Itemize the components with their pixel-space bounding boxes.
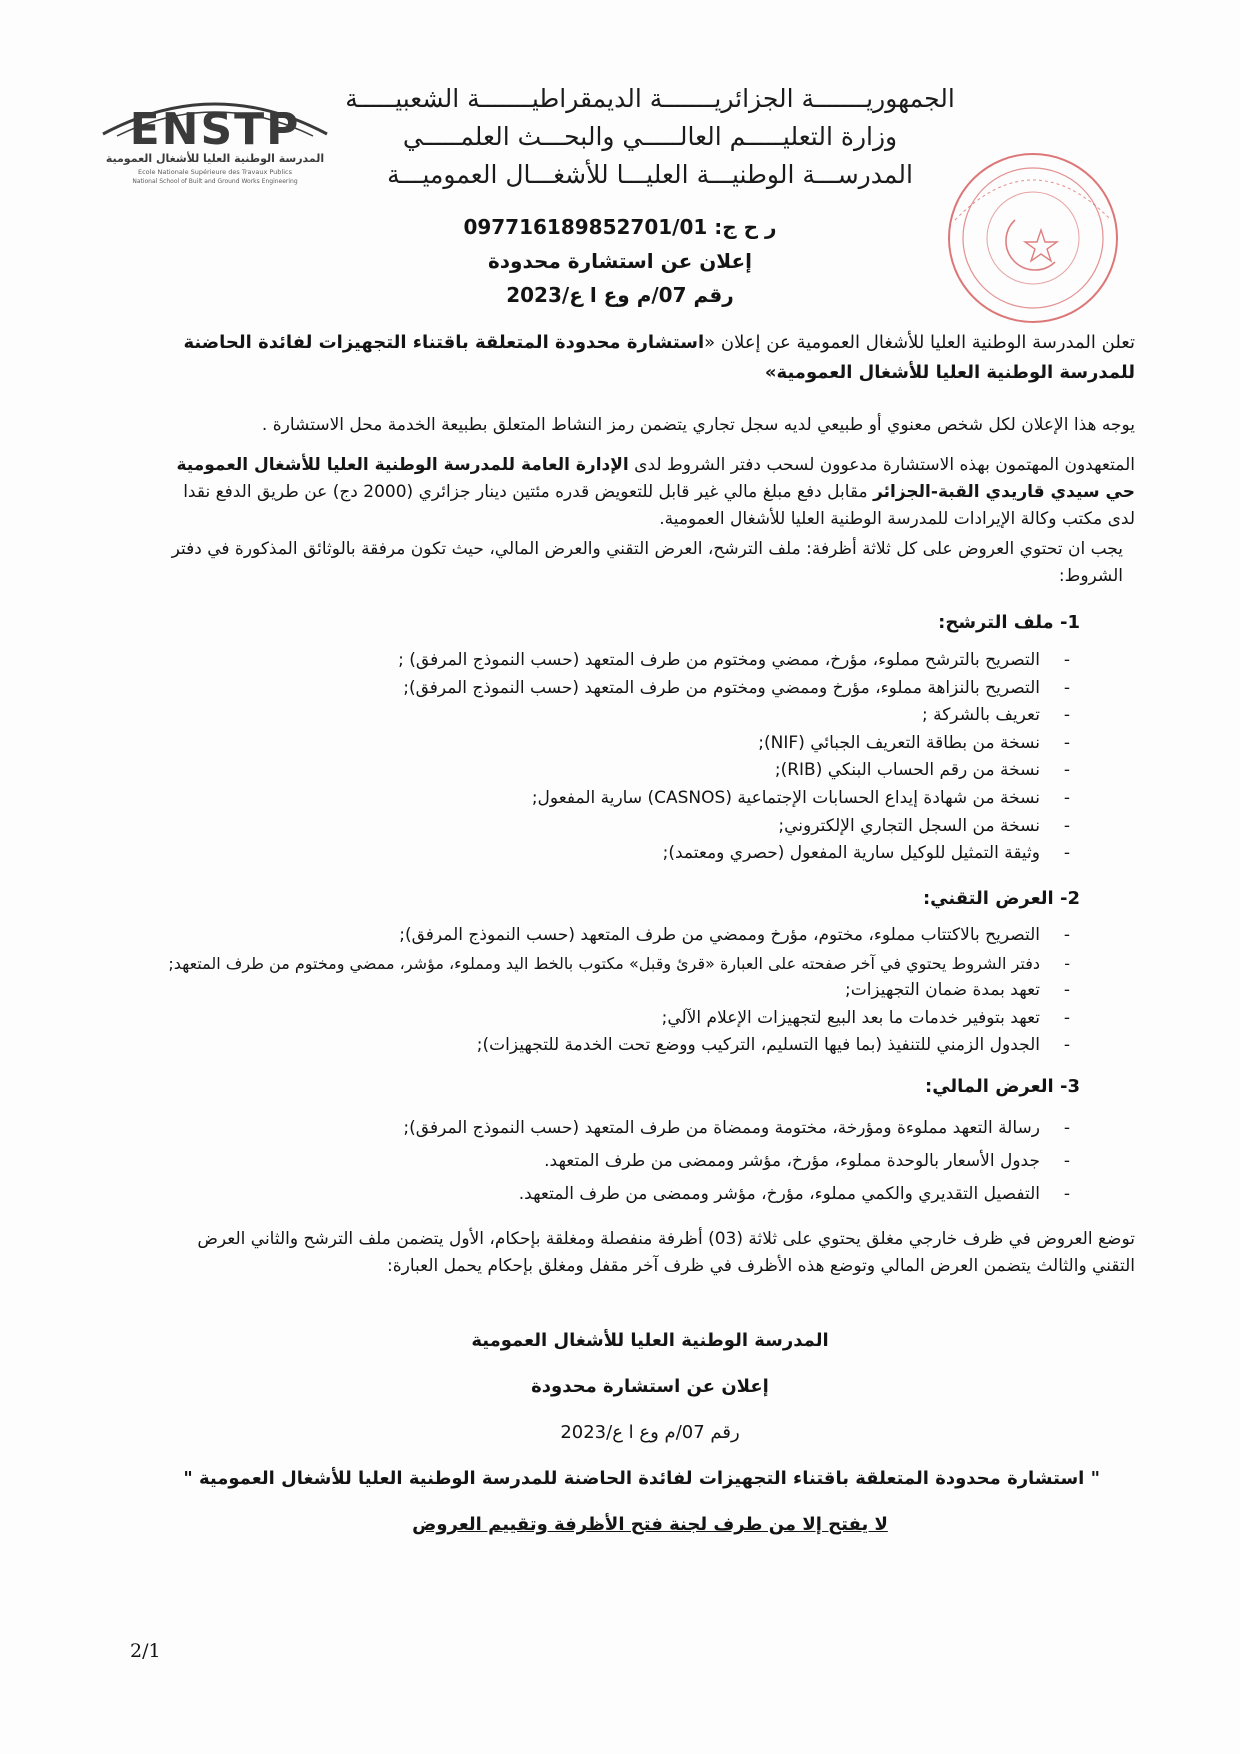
section-1-number: 1-: [1059, 612, 1080, 633]
withdraw-location: الإدارة العامة للمدرسة الوطنية العليا للأشغال العمومية حي سيدي قاريدي القبة-الجزائر: [176, 455, 1135, 502]
intro-paragraph: [165, 328, 1135, 388]
list-item: - التصريح بالترشح مملوء، مؤرخ، ممضي ومختوم من طرف المتعهد (حسب النموذج المرفق) ;: [70, 647, 1070, 675]
section-2-label: العرض التقني:: [922, 888, 1054, 909]
list-item: - نسخة من بطاقة التعريف الجبائي (NIF);: [70, 730, 1070, 758]
logo-acronym: ENSTP: [129, 104, 301, 155]
logo-french-name: Ecole Nationale Supérieure des Travaux Publics: [138, 168, 292, 176]
closing-paragraph: توضع العروض في ظرف خارجي مغلق يحتوي على ثلاثة (03) أظرفة منفصلة ومغلقة بإحكام، الأول يتضمن ملف الترشح والثاني العرض التقني والثالث يتضمن العرض المالي وتوضع هذه الأظرف في ظرف آخر مقفل ومغلق بإحكام يحمل العبارة:: [197, 1229, 1135, 1276]
envelope-subject: " استشارة محدودة المتعلقة باقتناء التجهيزات لفائدة الحاضنة للمدرسة الوطنية العليا للأشغال العمومية ": [183, 1468, 1100, 1489]
envelope-warning: لا يفتح إلا من طرف لجنة فتح الأظرفة وتقييم العروض: [412, 1514, 888, 1535]
nif-number: ر ح ج: 097716189852701/01: [463, 215, 777, 239]
list-item: - دفتر الشروط يحتوي في آخر صفحته على العبارة «قرئ وقبل» مكتوب بالخط اليد ومملوء، مؤشر، ممضي ومختوم من طرف المتعهد;: [70, 950, 1070, 978]
announcement-number: رقم 07/م وع ا ع/2023: [506, 283, 734, 307]
announcement-title: إعلان عن استشارة محدودة: [487, 249, 753, 273]
envelope-title: إعلان عن استشارة محدودة: [531, 1376, 769, 1397]
list-item: - تعهد بتوفير خدمات ما بعد البيع لتجهيزات الإعلام الآلي;: [70, 1005, 1070, 1033]
header-ministry: وزارة التعليـــــم العالـــــي والبحـــث العلمـــــي: [402, 122, 898, 151]
list-item: - رسالة التعهد مملوءة ومؤرخة، مختومة وممضاة من طرف المتعهد (حسب النموذج المرفق);: [70, 1112, 1070, 1145]
list-item: - نسخة من شهادة إيداع الحسابات الإجتماعية (CASNOS) سارية المفعول;: [70, 785, 1070, 813]
envelope-label: [183, 1318, 1100, 1548]
logo-english-name: National School of Built and Ground Works Engineering: [132, 178, 298, 185]
list-item: - التصريح بالاكتتاب مملوء، مختوم، مؤرخ وممضي من طرف المتعهد (حسب النموذج المرفق);: [70, 922, 1070, 950]
section-3-list: [70, 1112, 1070, 1211]
section-1-label: ملف الترشح:: [938, 612, 1054, 633]
list-item: - وثيقة التمثيل للوكيل سارية المفعول (حصري ومعتمد);: [70, 840, 1070, 868]
list-item: - تعهد بمدة ضمان التجهيزات;: [70, 977, 1070, 1005]
reference-block: [380, 210, 860, 312]
intro-subject: استشارة محدودة المتعلقة باقتناء التجهيزات لفائدة الحاضنة للمدرسة الوطنية العليا للأشغال العمومية»: [183, 332, 1135, 383]
section-1-title: [938, 612, 1080, 633]
list-item: - التفصيل التقديري والكمي مملوء، مؤرخ، مؤشر وممضى من طرف المتعهد.: [70, 1178, 1070, 1211]
list-item: - التصريح بالنزاهة مملوء، مؤرخ وممضي ومختوم من طرف المتعهد (حسب النموذج المرفق);: [70, 675, 1070, 703]
page-number: 2/1: [130, 1640, 161, 1662]
envelope-number: رقم 07/م وع ا ع/2023: [560, 1422, 740, 1443]
section-1-list: [70, 647, 1070, 868]
addressed-paragraph: يوجه هذا الإعلان لكل شخص معنوي أو طبيعي لديه سجل تجاري يتضمن رمز النشاط المتعلق بطبيعة الخدمة محل الاستشارة .: [261, 415, 1135, 435]
withdraw-text-1: المتعهدون المهتمون بهذه الاستشارة مدعوون لسحب دفتر الشروط لدى: [628, 455, 1135, 475]
header-republic: الجمهوريـــــــة الجزائريـــــــة الديمقراطيـــــــة الشعبيـــــة: [345, 84, 955, 113]
withdraw-text-2: مقابل دفع مبلغ مالي غير قابل للتعويض قدره مئتين دينار جزائري (2000 دج) عن طريق الدفع نقدا لدى مكتب وكالة الإيرادات للمدرسة الوطنية العليا للأشغال العمومية.: [183, 482, 1135, 529]
header-school: المدرســـة الوطنيـــة العليـــا للأشغـــال العموميـــة: [387, 160, 913, 189]
logo-arabic-name: المدرسة الوطنية العليا للأشغال العمومية: [105, 152, 325, 165]
list-item: - نسخة من السجل التجاري الإلكتروني;: [70, 813, 1070, 841]
intro-prefix: تعلن المدرسة الوطنية العليا للأشغال العمومية عن إعلان «: [704, 332, 1135, 353]
envelopes-paragraph: يجب ان تحتوي العروض على كل ثلاثة أظرفة: ملف الترشح، العرض التقني والعرض المالي، حيث تكون مرفقة بالوثائق المذكورة في دفتر الشروط:: [171, 539, 1123, 586]
enstp-logo: [95, 82, 335, 202]
official-stamp: [915, 150, 1150, 325]
section-2-title: [923, 888, 1080, 909]
list-item: - نسخة من رقم الحساب البنكي (RIB);: [70, 757, 1070, 785]
section-2-number: 2-: [1059, 888, 1080, 909]
document-header: [340, 80, 960, 194]
withdraw-paragraph: [165, 452, 1135, 533]
envelope-school: المدرسة الوطنية العليا للأشغال العمومية: [471, 1330, 829, 1351]
list-item: - جدول الأسعار بالوحدة مملوء، مؤرخ، مؤشر وممضى من طرف المتعهد.: [70, 1145, 1070, 1178]
section-3-title: [925, 1076, 1080, 1097]
section-3-number: 3-: [1059, 1076, 1080, 1097]
list-item: - الجدول الزمني للتنفيذ (بما فيها التسليم، التركيب ووضع تحت الخدمة للتجهيزات);: [70, 1032, 1070, 1060]
section-3-label: العرض المالي:: [925, 1076, 1054, 1097]
section-2-list: [70, 922, 1070, 1060]
list-item: - تعريف بالشركة ;: [70, 702, 1070, 730]
